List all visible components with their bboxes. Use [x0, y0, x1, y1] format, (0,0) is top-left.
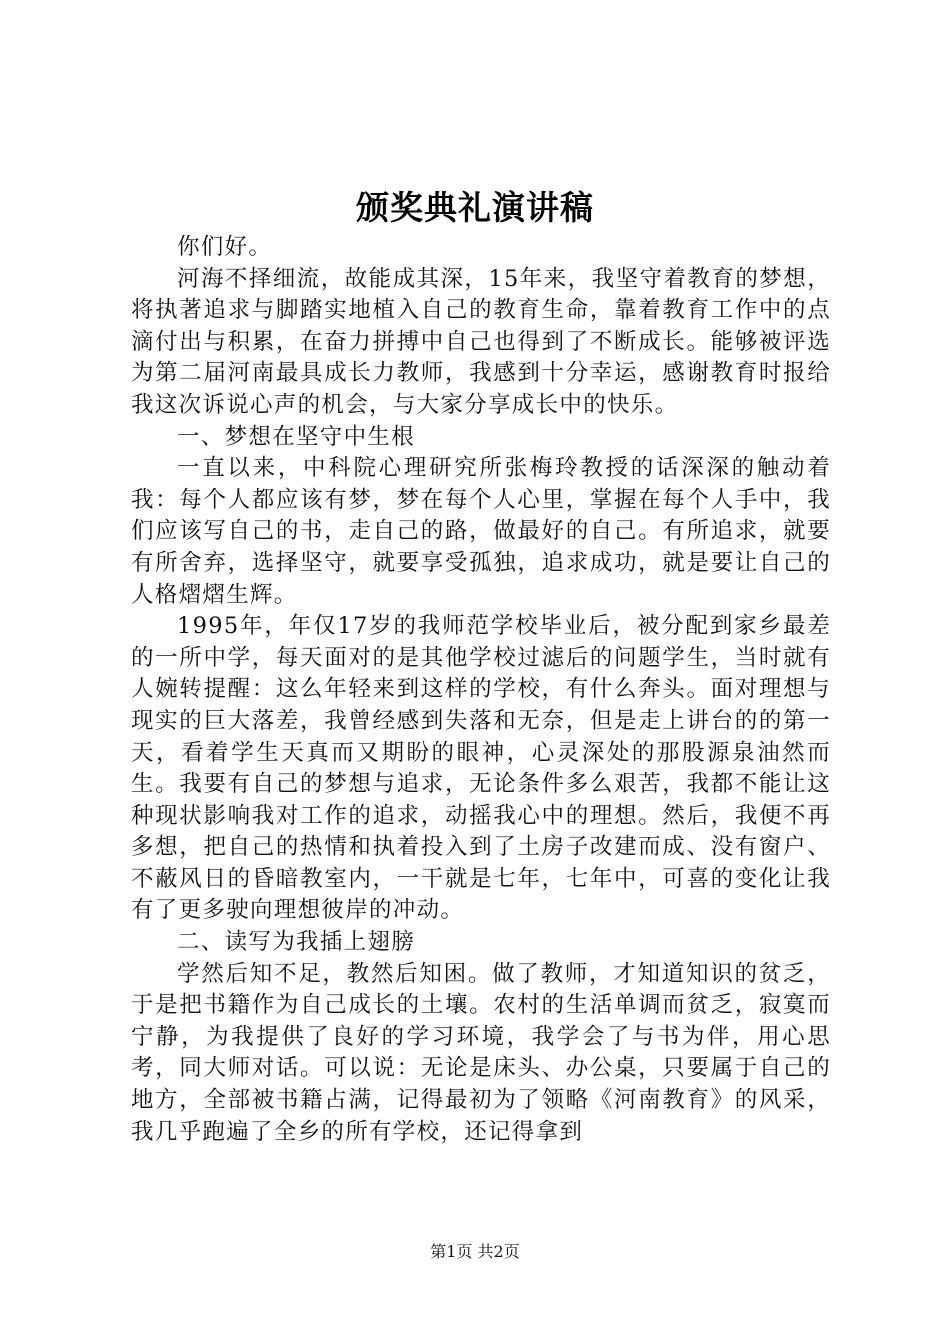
document-body [131, 232, 831, 1148]
paragraph-section1-a: 一直以来，中科院心理研究所张梅玲教授的话深深的触动着我：每个人都应该有梦，梦在每个人心里，掌握在每个人手中，我们应该写自己的书，走自己的路，做最好的自己。有所追求，就要有所舍弃，选择坚守，就要享受孤独，追求成功，就是要让自己的人格熠熠生辉。 [131, 455, 831, 608]
paragraph-greeting: 你们好。 [177, 234, 273, 260]
paragraph-section2-a: 学然后知不足，教然后知困。做了教师，才知道知识的贫乏，于是把书籍作为自己成长的土壤。农村的生活单调而贫乏，寂寞而宁静，为我提供了良好的学习环境，我学会了与书为伴，用心思考，同大师对话。可以说：无论是床头、办公桌，只要属于自己的地方，全部被书籍占满，记得最初为了领略《河南教育》的风采，我几乎跑遍了全乡的所有学校，还记得拿到 [131, 960, 831, 1145]
section-heading-1: 一、梦想在坚守中生根 [177, 423, 416, 450]
section-heading-2: 二、读写为我插上翅膀 [177, 929, 416, 956]
document-title: 颁奖典礼演讲稿 [356, 188, 594, 227]
paragraph-section1-b: 1995年，年仅17岁的我师范学校毕业后，被分配到家乡最差的一所中学，每天面对的是其他学校过滤后的问题学生，当时就有人婉转提醒：这么年轻来到这样的学校，有什么奔头。面对理想与现实的巨大落差，我曾经感到失落和无奈，但是走上讲台的的第一天，看着学生天真而又期盼的眼神，心灵深处的那股源泉油然而生。我要有自己的梦想与追求，无论条件多么艰苦，我都不能让这种现状影响我对工作的追求，动摇我心中的理想。然后，我便不再多想，把自己的热情和执着投入到了土房子改建而成、没有窗户、不蔽风日的昏暗教室内，一干就是七年，七年中，可喜的变化让我有了更多驶向理想彼岸的冲动。 [131, 613, 831, 924]
page-footer: 第1页 共2页 [430, 1242, 520, 1261]
paragraph-intro: 河海不择细流，故能成其深，15年来，我坚守着教育的梦想，将执著追求与脚踏实地植入自己的教育生命，靠着教育工作中的点滴付出与积累，在奋力拼搏中自己也得到了不断成长。能够被评选为第二届河南最具成长力教师，我感到十分幸运，感谢教育时报给我这次诉说心声的机会，与大家分享成长中的快乐。 [131, 265, 831, 418]
